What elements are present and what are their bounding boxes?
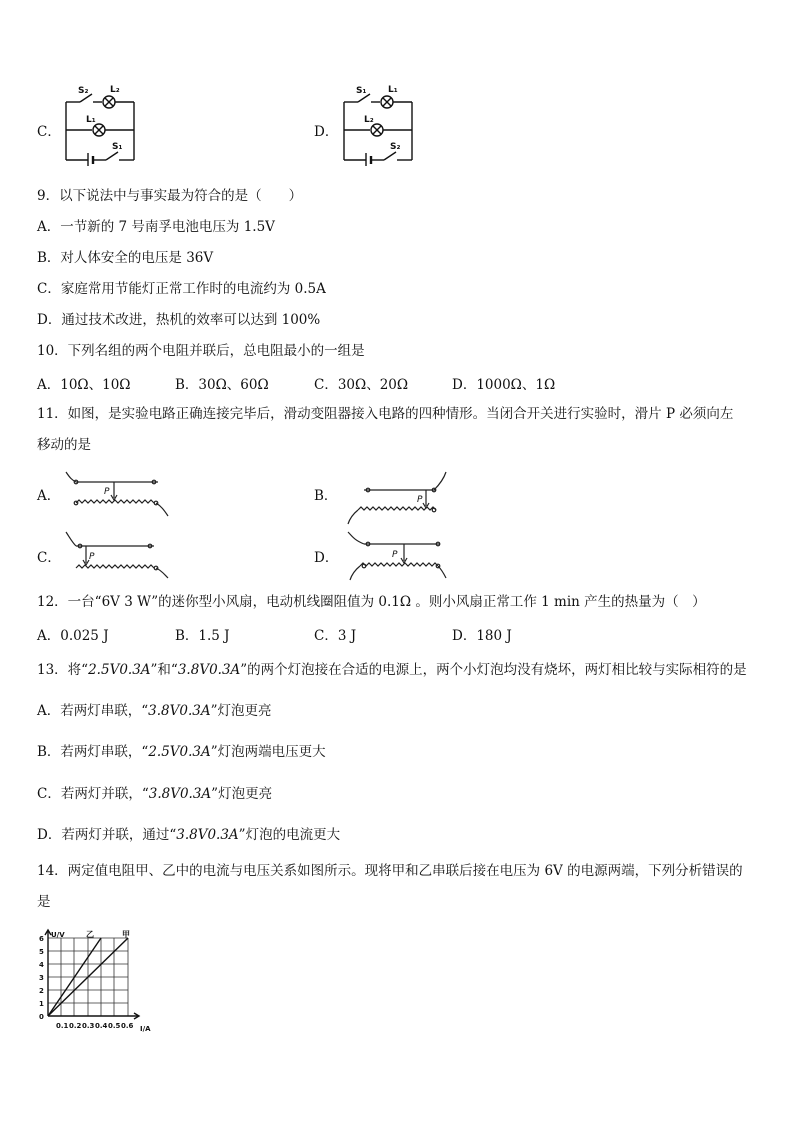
q13-stem-post: ”的两个灯泡接在合适的电源上，两个小灯泡均没有烧坏，两灯相比较与实际相符的是: [240, 662, 747, 678]
q8-c-s2-label: S₂: [78, 86, 89, 96]
q11-a-p-label: P: [104, 487, 110, 497]
q14-series-jia: 甲: [122, 930, 130, 939]
q14-ytick-4: 4: [39, 961, 44, 969]
q12-option-b: B．1.5 J: [175, 628, 230, 644]
q8-option-c-label: C．: [37, 124, 61, 140]
q10-option-b: B．30Ω、60Ω: [175, 377, 269, 393]
q14-xtick-01: 0.1: [56, 1022, 69, 1030]
q14-ytick-2: 2: [39, 987, 44, 995]
q10-option-d: D．1000Ω、1Ω: [452, 377, 556, 393]
q14-series-yi: 乙: [86, 930, 94, 939]
q14-ylabel: U/V: [51, 931, 65, 939]
q10-stem: 10．下列名组的两个电阻并联后，总电阻最小的一组是: [37, 343, 365, 359]
q13-option-a: [37, 702, 272, 720]
q14-ytick-6: 6: [39, 935, 44, 943]
q13-option-c: [37, 785, 272, 803]
q14-xtick-02: 0.2: [69, 1022, 82, 1030]
q13-b-lamp: 2.5V0.3A: [148, 744, 211, 760]
q11-option-c-label: C．: [37, 550, 61, 566]
q14-u-i-graph: [34, 928, 154, 1036]
q14-xlabel: I/A: [140, 1025, 151, 1033]
q9-stem: 9．以下说法中与事实最为符合的是（ ）: [37, 188, 303, 204]
q13-option-d: [37, 826, 340, 844]
q14-xtick-05: 0.5: [108, 1022, 121, 1030]
q12-stem: 12．一台“6V 3 W”的迷你型小风扇，电动机线圈阻值为 0.1Ω 。则小风扇正常工作 1 min 产生的热量为（ ）: [37, 594, 706, 610]
q14-xtick-04: 0.4: [95, 1022, 108, 1030]
q9-option-c: C．家庭常用节能灯正常工作时的电流约为 0.5A: [37, 281, 326, 297]
q13-a-lamp: 3.8V0.3A: [148, 703, 211, 719]
q11-option-c-rheostat: [62, 530, 174, 580]
q10-option-c: C．30Ω、20Ω: [314, 377, 409, 393]
q9-option-d: D．通过技术改进，热机的效率可以达到 100%: [37, 312, 321, 328]
q13-c-pre: C．若两灯并联，“: [37, 786, 149, 802]
q11-option-a-label: A．: [37, 488, 61, 504]
q14-ytick-5: 5: [39, 948, 44, 956]
q8-option-d-label: D．: [314, 124, 339, 140]
q13-b-pre: B．若两灯串联，“: [37, 744, 149, 760]
q14-xtick-06: 0.6: [121, 1022, 134, 1030]
q8-d-s1-label: S₁: [356, 86, 367, 96]
q9-option-b: B．对人体安全的电压是 36V: [37, 250, 214, 266]
q13-a-post: ”灯泡更亮: [210, 703, 272, 719]
q11-option-d-rheostat: [340, 530, 452, 582]
q13-c-lamp: 3.8V0.3A: [148, 786, 212, 802]
q14-xtick-03: 0.3: [82, 1022, 95, 1030]
q13-stem-mid: ”和“: [150, 662, 178, 678]
q13-b-post: ”灯泡两端电压更大: [210, 744, 326, 760]
q11-b-p-label: P: [417, 495, 423, 505]
q13-stem: [37, 661, 747, 679]
q12-option-d: D．180 J: [452, 628, 512, 644]
q13-lamp1: 2.5V0.3A: [88, 662, 151, 678]
q13-lamp2: 3.8V0.3A: [177, 662, 241, 678]
q11-stem-line1: 11．如图，是实验电路正确连接完毕后，滑动变阻器接入电路的四种情形。当闭合开关进行实验时，滑片 P 必须向左: [37, 406, 734, 422]
q14-ytick-1: 1: [39, 1000, 44, 1008]
q14-stem-line1: 14．两定值电阻甲、乙中的电流与电压关系如图所示。现将甲和乙串联后接在电压为 6V 的电源两端，下列分析错误的: [37, 863, 743, 879]
q8-option-d-circuit: [336, 82, 426, 166]
q13-d-lamp: 3.8V0.3A: [176, 827, 239, 843]
q11-option-a-rheostat: [62, 470, 172, 518]
q13-option-b: [37, 743, 326, 761]
q11-stem-line2: 移动的是: [37, 437, 91, 453]
q13-c-post: ”灯泡更亮: [211, 786, 273, 802]
q8-d-l2-label: L₂: [364, 115, 374, 125]
q8-c-l1-label: L₁: [86, 115, 96, 125]
q14-stem-line2: 是: [37, 894, 51, 910]
q10-option-a: A．10Ω、10Ω: [37, 377, 131, 393]
q13-stem-pre: 13．将“: [37, 662, 89, 678]
q8-option-c-circuit: [58, 82, 148, 166]
q8-c-s1-label: S₁: [112, 142, 123, 152]
q11-option-b-rheostat: [340, 470, 452, 526]
q8-c-l2-label: L₂: [110, 85, 120, 95]
q8-d-s2-label: S₂: [390, 142, 401, 152]
q14-ytick-0: 0: [39, 1013, 44, 1021]
q11-c-p-label: P: [89, 552, 95, 562]
q11-d-p-label: P: [392, 550, 398, 560]
q11-option-d-label: D．: [314, 550, 339, 566]
q13-a-pre: A．若两灯串联，“: [37, 703, 149, 719]
q14-ytick-3: 3: [39, 974, 44, 982]
q12-option-a: A．0.025 J: [37, 628, 109, 644]
q9-option-a: A．一节新的 7 号南孚电池电压为 1.5V: [37, 219, 275, 235]
q8-d-l1-label: L₁: [388, 85, 398, 95]
q13-d-pre: D．若两灯并联，通过“: [37, 827, 177, 843]
q11-option-b-label: B．: [314, 488, 338, 504]
q13-d-post: ”灯泡的电流更大: [238, 827, 341, 843]
q12-option-c: C．3 J: [314, 628, 357, 644]
